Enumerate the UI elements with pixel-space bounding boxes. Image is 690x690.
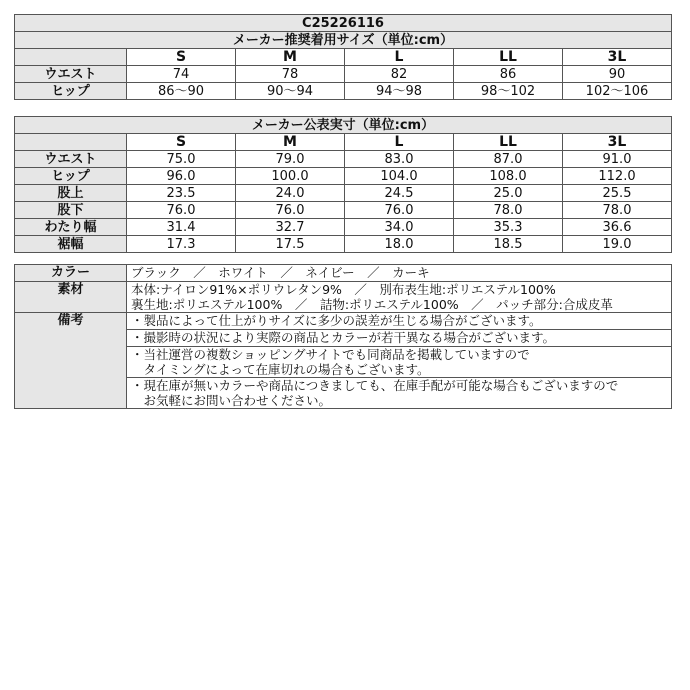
- material-label: 素材: [15, 282, 127, 313]
- cell: 17.3: [127, 236, 236, 253]
- cell: 87.0: [454, 151, 563, 168]
- note-item: [127, 313, 672, 330]
- cell: 90〜94: [236, 83, 345, 100]
- size-header: S: [127, 134, 236, 151]
- cell: 98〜102: [454, 83, 563, 100]
- cell: 74: [127, 66, 236, 83]
- cell: 83.0: [345, 151, 454, 168]
- size-header: 3L: [563, 49, 672, 66]
- material-line: 本体:ナイロン91%×ポリウレタン9% ／ 別布表生地:ポリエステル100%: [131, 282, 556, 297]
- cell: 23.5: [127, 185, 236, 202]
- note-line: ・当社運営の複数ショッピングサイトでも同商品を掲載していますので: [131, 347, 530, 362]
- material-value: [127, 282, 672, 313]
- material-row: [15, 282, 672, 313]
- color-value: ブラック ／ ホワイト ／ ネイビー ／ カーキ: [127, 265, 672, 282]
- note-item: [127, 347, 672, 378]
- cell: 102〜106: [563, 83, 672, 100]
- color-row: [15, 265, 672, 282]
- row-label: ヒップ: [15, 83, 127, 100]
- cell: 25.5: [563, 185, 672, 202]
- row-label: わたり幅: [15, 219, 127, 236]
- notes-label: 備考: [15, 313, 127, 409]
- note-line: お気軽にお問い合わせください。: [131, 393, 332, 408]
- cell: 18.0: [345, 236, 454, 253]
- cell: 76.0: [345, 202, 454, 219]
- row-label: 股下: [15, 202, 127, 219]
- cell: 86: [454, 66, 563, 83]
- table-row: [15, 151, 672, 168]
- cell: 24.0: [236, 185, 345, 202]
- cell: 108.0: [454, 168, 563, 185]
- table-row: [15, 83, 672, 100]
- size-header: LL: [454, 49, 563, 66]
- size-header: M: [236, 134, 345, 151]
- size-header: S: [127, 49, 236, 66]
- cell: 76.0: [236, 202, 345, 219]
- actual-title: メーカー公表実寸（単位:cm）: [15, 117, 672, 134]
- cell: 18.5: [454, 236, 563, 253]
- cell: 75.0: [127, 151, 236, 168]
- cell: 31.4: [127, 219, 236, 236]
- table-row: [15, 168, 672, 185]
- note-row: [15, 313, 672, 330]
- cell: 32.7: [236, 219, 345, 236]
- product-code: C25226116: [15, 15, 672, 32]
- color-label: カラー: [15, 265, 127, 282]
- corner-cell: [15, 134, 127, 151]
- cell: 34.0: [345, 219, 454, 236]
- cell: 104.0: [345, 168, 454, 185]
- cell: 112.0: [563, 168, 672, 185]
- row-label: ウエスト: [15, 151, 127, 168]
- size-header: L: [345, 134, 454, 151]
- cell: 100.0: [236, 168, 345, 185]
- cell: 24.5: [345, 185, 454, 202]
- product-info-table: [14, 264, 672, 409]
- cell: 82: [345, 66, 454, 83]
- note-line: タイミングによって在庫切れの場合もございます。: [131, 362, 430, 377]
- row-label: 股上: [15, 185, 127, 202]
- cell: 78.0: [454, 202, 563, 219]
- size-header: 3L: [563, 134, 672, 151]
- actual-measurement-table: [14, 116, 672, 253]
- cell: 35.3: [454, 219, 563, 236]
- row-label: 裾幅: [15, 236, 127, 253]
- cell: 91.0: [563, 151, 672, 168]
- table-row: [15, 219, 672, 236]
- cell: 86〜90: [127, 83, 236, 100]
- table-row: [15, 66, 672, 83]
- cell: 79.0: [236, 151, 345, 168]
- corner-cell: [15, 49, 127, 66]
- cell: 96.0: [127, 168, 236, 185]
- cell: 90: [563, 66, 672, 83]
- table-row: [15, 185, 672, 202]
- size-header-row: [15, 49, 672, 66]
- row-label: ヒップ: [15, 168, 127, 185]
- size-header: M: [236, 49, 345, 66]
- size-header: LL: [454, 134, 563, 151]
- cell: 19.0: [563, 236, 672, 253]
- note-line: ・撮影時の状況により実際の商品とカラーが若干異なる場合がございます。: [131, 330, 556, 345]
- recommended-title: メーカー推奨着用サイズ（単位:cm）: [15, 32, 672, 49]
- note-item: [127, 378, 672, 409]
- size-header: L: [345, 49, 454, 66]
- table-row: [15, 236, 672, 253]
- note-line: ・現在庫が無いカラーや商品につきましても、在庫手配が可能な場合もございますので: [131, 378, 619, 393]
- material-line: 裏生地:ポリエステル100% ／ 詰物:ポリエステル100% ／ パッチ部分:合成皮革: [131, 297, 613, 312]
- cell: 78: [236, 66, 345, 83]
- cell: 78.0: [563, 202, 672, 219]
- cell: 25.0: [454, 185, 563, 202]
- recommended-size-table: [14, 14, 672, 100]
- cell: 76.0: [127, 202, 236, 219]
- cell: 94〜98: [345, 83, 454, 100]
- size-header-row: [15, 134, 672, 151]
- cell: 36.6: [563, 219, 672, 236]
- table-row: [15, 202, 672, 219]
- cell: 17.5: [236, 236, 345, 253]
- note-item: [127, 330, 672, 347]
- row-label: ウエスト: [15, 66, 127, 83]
- note-line: ・製品によって仕上がりサイズに多少の誤差が生じる場合がございます。: [131, 313, 542, 328]
